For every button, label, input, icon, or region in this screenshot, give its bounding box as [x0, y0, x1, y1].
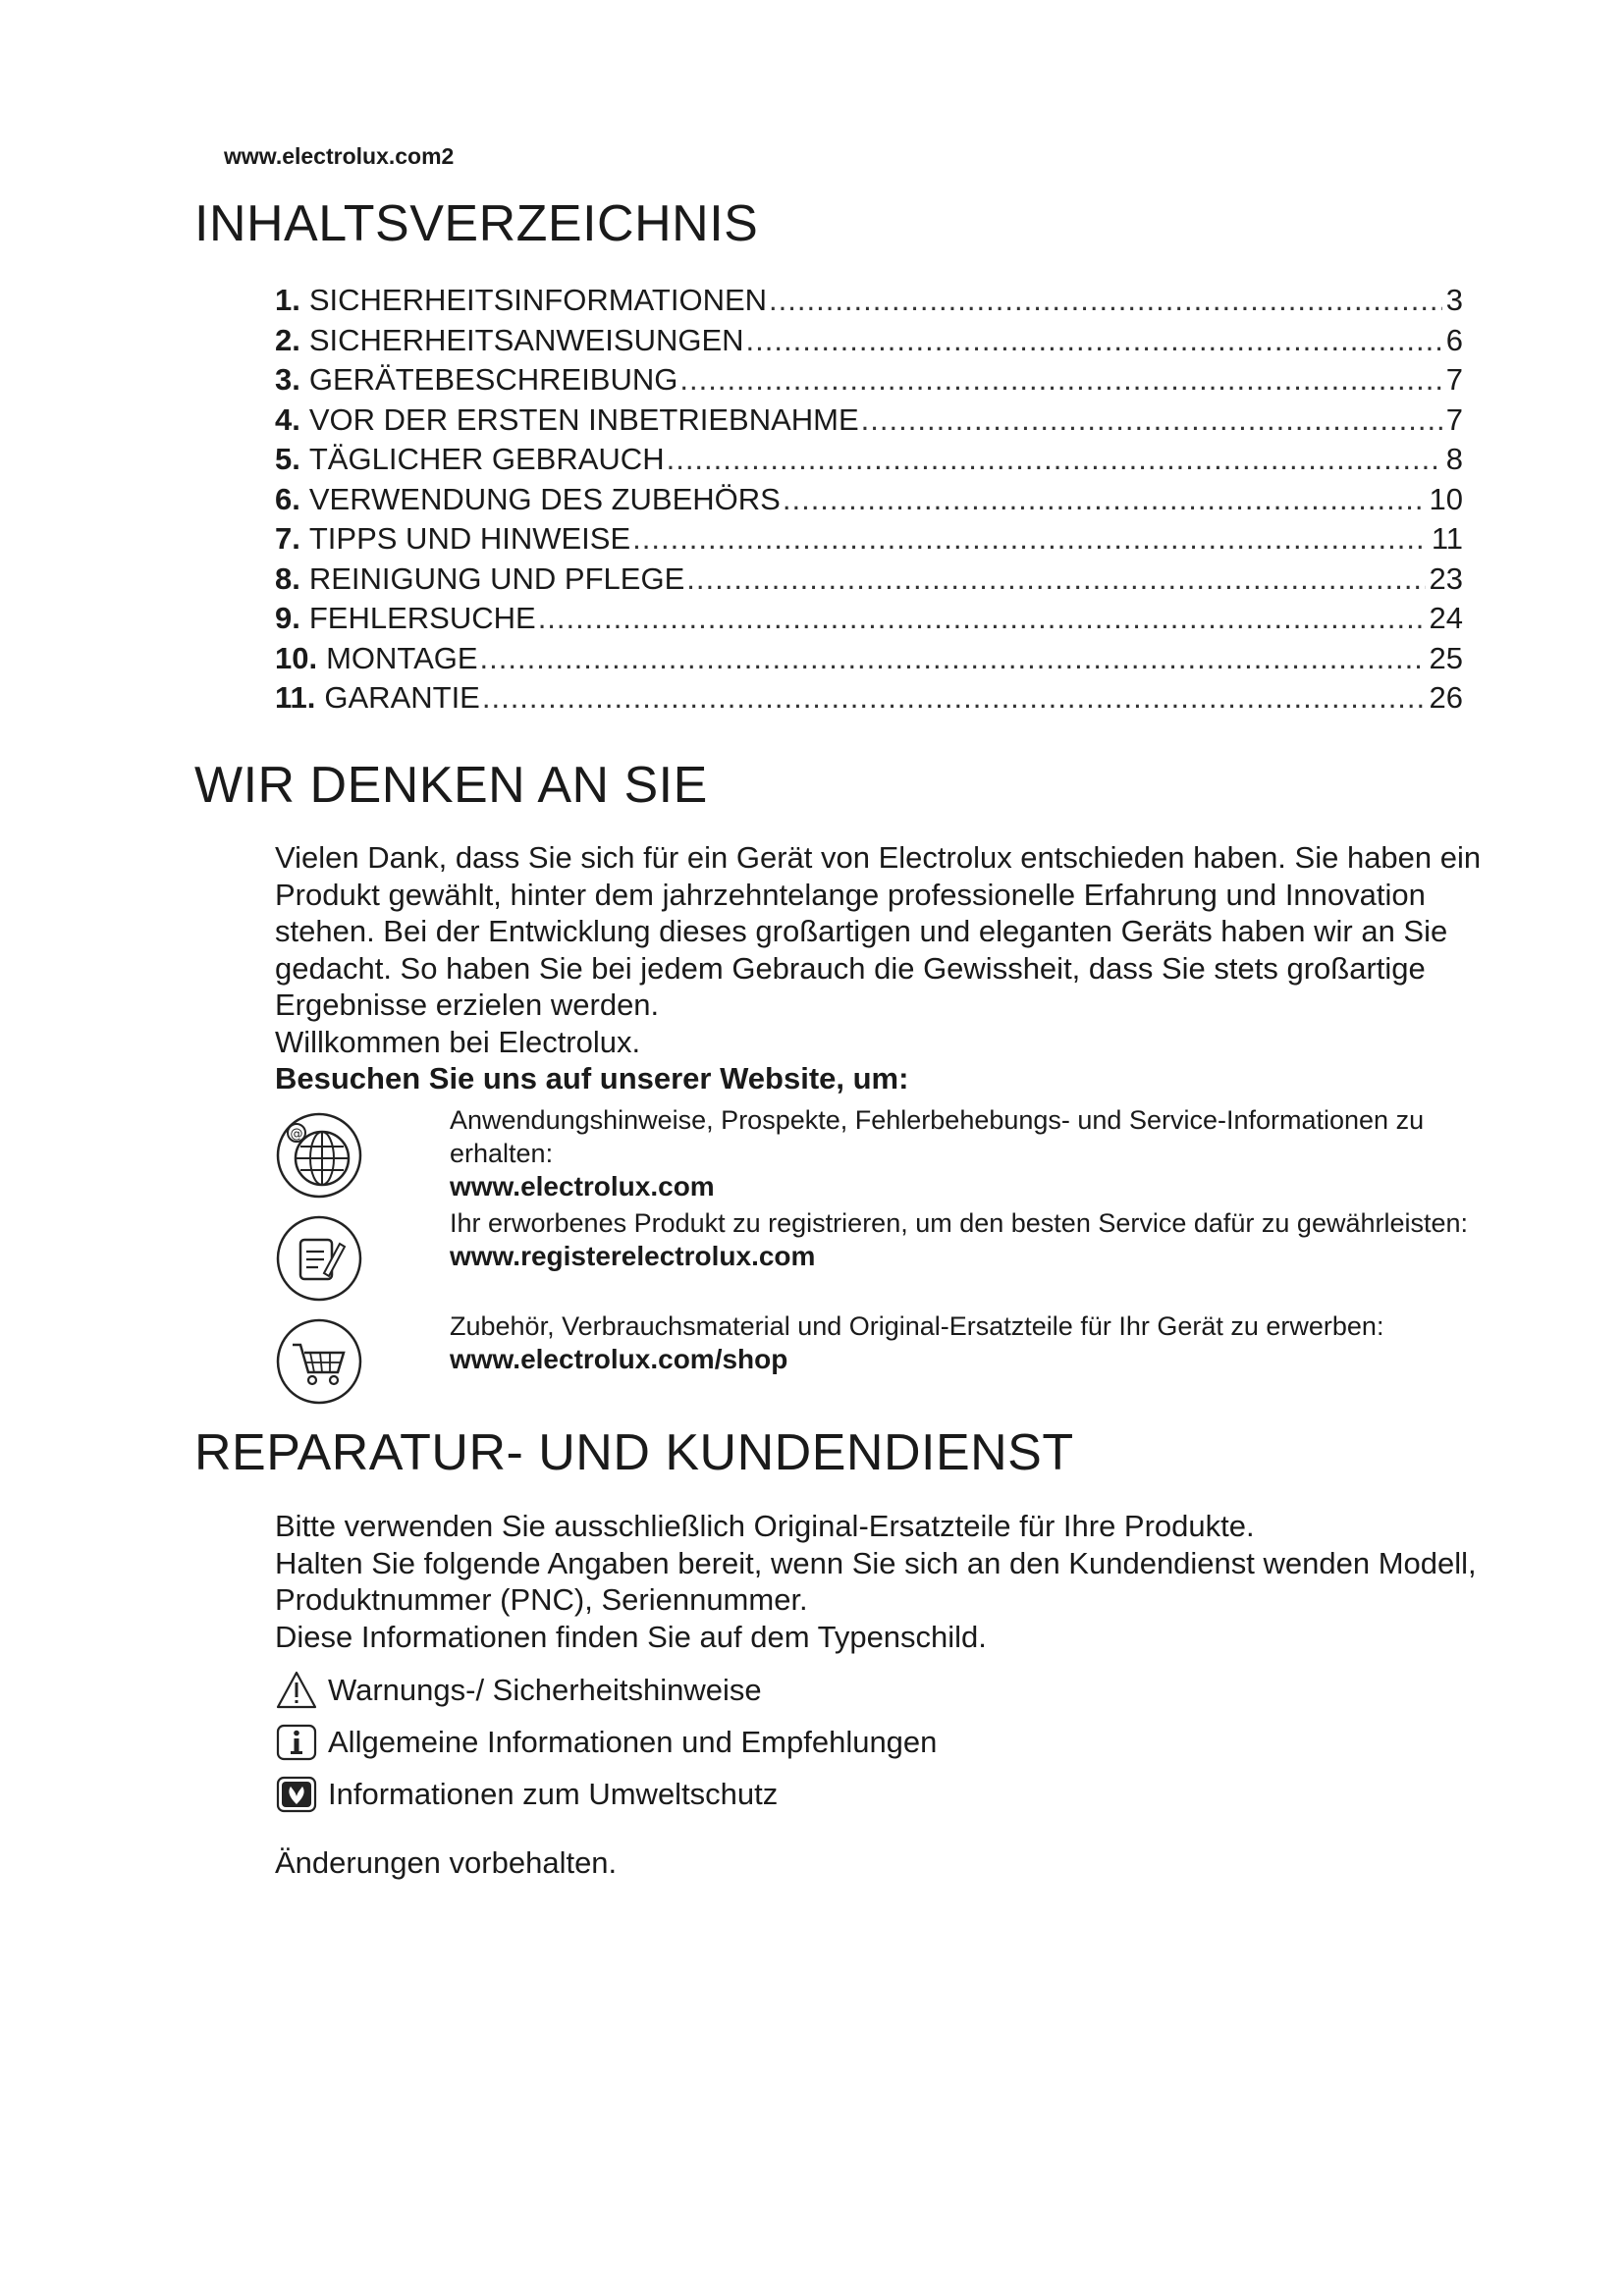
toc-item-8[interactable] — [275, 560, 1463, 600]
visit-item-text: Ihr erworbenes Produkt zu registrieren, um den besten Service dafür zu gewährleisten: — [450, 1208, 1469, 1238]
environment-icon — [275, 1773, 318, 1816]
header-site: www.electrolux.com2 — [224, 143, 455, 169]
service-line-3: Diese Informationen finden Sie auf dem Typenschild. — [275, 1619, 987, 1654]
toc-title-text: SICHERHEITSINFORMATIONEN — [308, 283, 768, 317]
service-line-1: Bitte verwenden Sie ausschließlich Original-Ersatzteile für Ihre Produkte. — [275, 1509, 1255, 1543]
toc-title-text: TIPPS UND HINWEISE — [308, 521, 631, 556]
thanks-title: WIR DENKEN AN SIE — [194, 757, 708, 814]
thanks-paragraph — [275, 839, 1483, 1060]
toc-dots — [769, 281, 1442, 321]
toc-item-9[interactable] — [275, 599, 1463, 639]
service-line-2: Halten Sie folgende Angaben bereit, wenn Sie sich an den Kundendienst wenden Modell, Produktnummer (PNC), Seriennummer. — [275, 1545, 1477, 1617]
toc-title-text: FEHLERSUCHE — [308, 601, 536, 635]
toc-title-text: TÄGLICHER GEBRAUCH — [308, 442, 665, 476]
toc-item-7[interactable] — [275, 519, 1463, 560]
toc-item-1[interactable] — [275, 281, 1463, 321]
svg-text:@: @ — [290, 1127, 303, 1142]
toc-title-text: GARANTIE — [324, 680, 480, 715]
toc-dots — [679, 360, 1441, 400]
visit-item-text: Zubehör, Verbrauchsmaterial und Original-Ersatzteile für Ihr Gerät zu erwerben: — [450, 1311, 1384, 1341]
toc-page: 26 — [1429, 680, 1463, 715]
toc-dots — [746, 321, 1442, 361]
toc-page: 25 — [1429, 640, 1463, 675]
register-icon — [275, 1214, 363, 1303]
toc-num: 6. — [275, 481, 300, 516]
legend-warning — [275, 1669, 762, 1712]
toc-title-text: REINIGUNG UND PFLEGE — [308, 561, 685, 596]
toc-title-text: VOR DER ERSTEN INBETRIEBNAHME — [308, 401, 859, 437]
toc-page: 7 — [1445, 362, 1463, 397]
shopping-cart-icon — [275, 1317, 363, 1406]
service-paragraph — [275, 1508, 1502, 1655]
legend-environment — [275, 1773, 778, 1816]
info-icon — [275, 1721, 318, 1764]
toc-item-11[interactable] — [275, 678, 1463, 719]
notice-text: Änderungen vorbehalten. — [275, 1845, 618, 1880]
toc-num: 4. — [275, 401, 300, 437]
legend-info-text: Allgemeine Informationen und Empfehlungen — [328, 1725, 938, 1759]
toc-dots — [632, 519, 1428, 560]
toc-num: 1. — [275, 283, 300, 317]
toc-item-5[interactable] — [275, 440, 1463, 480]
electrolux-link[interactable]: www.electrolux.com — [450, 1171, 715, 1201]
toc-page: 3 — [1445, 283, 1463, 317]
table-of-contents — [275, 281, 1463, 719]
visit-item-text: Anwendungshinweise, Prospekte, Fehlerbehebungs- und Service-Informationen zu erhalten: — [450, 1105, 1425, 1168]
toc-title-text: GERÄTEBESCHREIBUNG — [308, 362, 678, 397]
toc-num: 9. — [275, 601, 300, 635]
register-link[interactable]: www.registerelectrolux.com — [450, 1241, 816, 1271]
toc-page: 24 — [1429, 601, 1463, 635]
toc-dots — [861, 400, 1442, 441]
legend-environment-text: Informationen zum Umweltschutz — [328, 1777, 779, 1811]
toc-item-4[interactable] — [275, 400, 1463, 441]
toc-item-3[interactable] — [275, 360, 1463, 400]
toc-page: 11 — [1431, 521, 1463, 556]
toc-dots — [686, 560, 1425, 600]
toc-title-text: MONTAGE — [326, 640, 478, 675]
toc-dots — [667, 440, 1442, 480]
toc-page: 23 — [1429, 561, 1463, 596]
service-title: REPARATUR- UND KUNDENDIENST — [194, 1424, 1074, 1481]
warning-icon — [275, 1669, 318, 1712]
globe-icon — [275, 1111, 363, 1200]
visit-heading: Besuchen Sie uns auf unserer Website, um: — [275, 1061, 909, 1095]
toc-item-2[interactable] — [275, 321, 1463, 361]
toc-title: INHALTSVERZEICHNIS — [194, 195, 759, 252]
toc-item-6[interactable] — [275, 480, 1463, 520]
toc-num: 2. — [275, 322, 300, 357]
toc-num: 5. — [275, 442, 300, 476]
toc-num: 8. — [275, 561, 300, 596]
thanks-text: Vielen Dank, dass Sie sich für ein Gerät von Electrolux entschieden haben. Sie haben ein Produkt gewählt, hinter dem jahrzehntelange professionelle Erfahrung und Innovation stehen. Bei der Entwicklung dieses großartigen und eleganten Geräts haben wir an Sie gedacht. So haben Sie bei jedem Gebrauch die Gewissheit, dass Sie stets großartige Ergebnisse erzielen werden. — [275, 840, 1482, 1022]
toc-page: 7 — [1445, 401, 1463, 437]
toc-dots — [480, 639, 1426, 679]
toc-num: 3. — [275, 362, 300, 397]
toc-page: 10 — [1429, 481, 1463, 516]
welcome-text: Willkommen bei Electrolux. — [275, 1024, 641, 1059]
legend-info — [275, 1721, 937, 1764]
legend-warning-text: Warnungs-/ Sicherheitshinweise — [328, 1673, 762, 1707]
toc-num: 10. — [275, 640, 318, 675]
toc-title-text: VERWENDUNG DES ZUBEHÖRS — [308, 481, 781, 516]
toc-page: 6 — [1445, 322, 1463, 357]
shop-link[interactable]: www.electrolux.com/shop — [450, 1344, 788, 1374]
toc-page: 8 — [1445, 442, 1463, 476]
toc-num: 11. — [275, 680, 316, 715]
toc-dots — [482, 678, 1426, 719]
toc-num: 7. — [275, 521, 300, 556]
toc-title-text: SICHERHEITSANWEISUNGEN — [308, 322, 744, 357]
toc-dots — [538, 599, 1426, 639]
toc-dots — [783, 480, 1426, 520]
toc-item-10[interactable] — [275, 639, 1463, 679]
